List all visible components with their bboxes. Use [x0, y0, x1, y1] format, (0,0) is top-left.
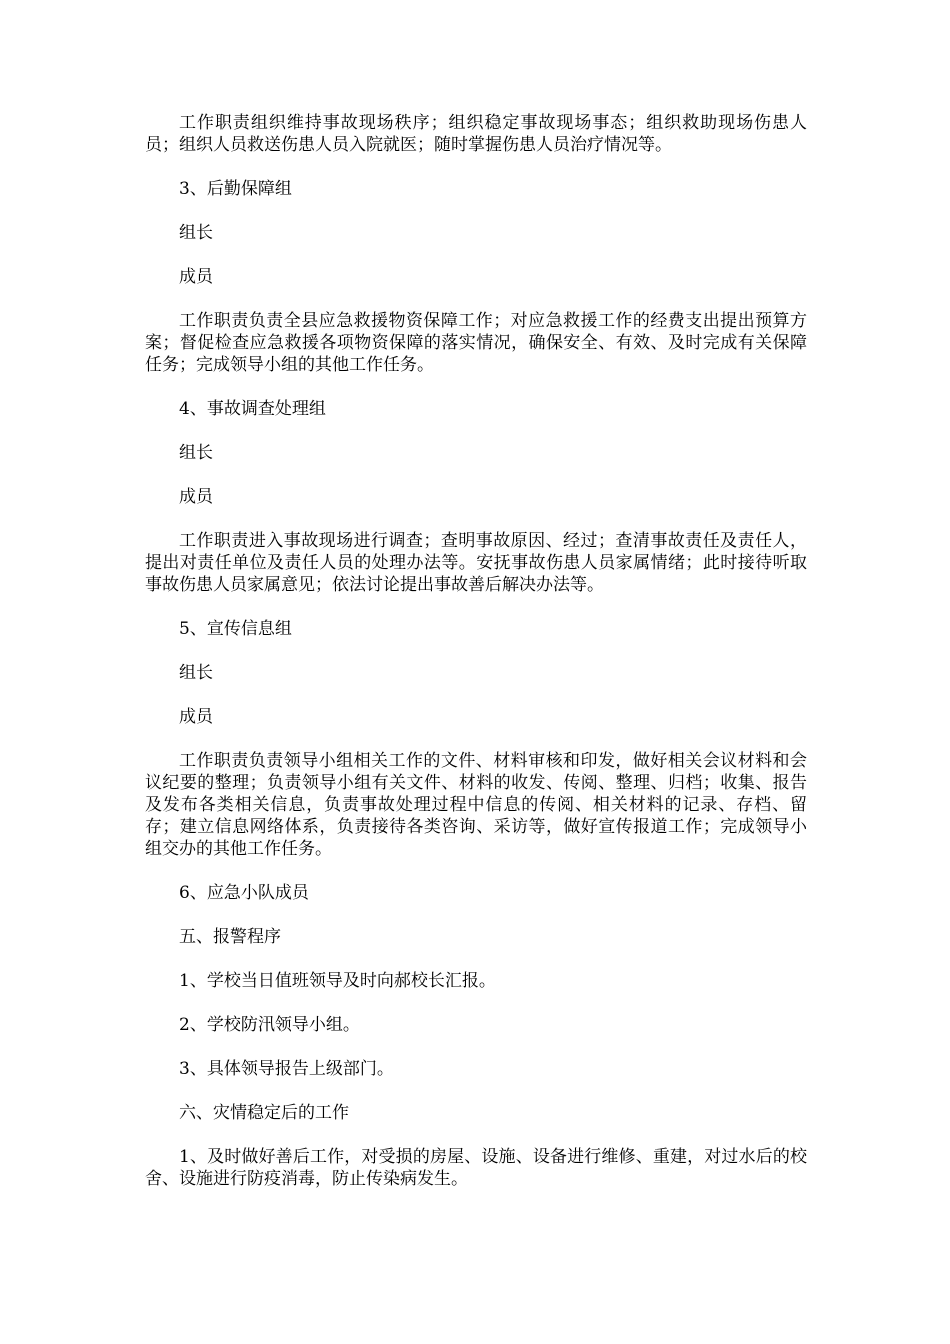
- label-group-leader: 组长: [179, 663, 213, 683]
- list-item-alarm-1: 1、学校当日值班领导及时向郝校长汇报。: [179, 971, 496, 991]
- heading-publicity-group: 5、宣传信息组: [179, 619, 292, 639]
- list-item-alarm-3: 3、具体领导报告上级部门。: [179, 1059, 394, 1079]
- list-item-post-disaster-1: 1、及时做好善后工作，对受损的房屋、设施、设备进行维修、重建，对过水后的校舍、设施进行防疫消毒，防止传染病发生。: [145, 1147, 807, 1189]
- heading-alarm-procedure: 五、报警程序: [179, 927, 281, 947]
- heading-logistics-group: 3、后勤保障组: [179, 179, 292, 199]
- paragraph-duties-logistics: 工作职责负责全县应急救援物资保障工作；对应急救援工作的经费支出提出预算方案；督促检查应急救援各项物资保障的落实情况，确保安全、有效、及时完成有关保障任务；完成领导小组的其他工作任务。: [145, 311, 807, 375]
- label-members: 成员: [179, 487, 213, 507]
- document-body: [145, 112, 807, 1212]
- paragraph-duties-site-order: 工作职责组织维持事故现场秩序；组织稳定事故现场事态；组织救助现场伤患人员；组织人员救送伤患人员入院就医；随时掌握伤患人员治疗情况等。: [145, 113, 807, 155]
- heading-emergency-team: 6、应急小队成员: [179, 883, 309, 903]
- label-members: 成员: [179, 267, 213, 287]
- label-members: 成员: [179, 707, 213, 727]
- heading-investigation-group: 4、事故调查处理组: [179, 399, 326, 419]
- heading-post-disaster: 六、灾情稳定后的工作: [179, 1103, 349, 1123]
- list-item-alarm-2: 2、学校防汛领导小组。: [179, 1015, 360, 1035]
- label-group-leader: 组长: [179, 443, 213, 463]
- paragraph-duties-investigation: 工作职责进入事故现场进行调查；查明事故原因、经过；查清事故责任及责任人，提出对责任单位及责任人员的处理办法等。安抚事故伤患人员家属情绪；此时接待听取事故伤患人员家属意见；依法讨论提出事故善后解决办法等。: [145, 531, 807, 595]
- paragraph-duties-publicity: 工作职责负责领导小组相关工作的文件、材料审核和印发，做好相关会议材料和会议纪要的整理；负责领导小组有关文件、材料的收发、传阅、整理、归档；收集、报告及发布各类相关信息，负责事故处理过程中信息的传阅、相关材料的记录、存档、留存；建立信息网络体系，负责接待各类咨询、采访等，做好宣传报道工作；完成领导小组交办的其他工作任务。: [145, 751, 807, 859]
- label-group-leader: 组长: [179, 223, 213, 243]
